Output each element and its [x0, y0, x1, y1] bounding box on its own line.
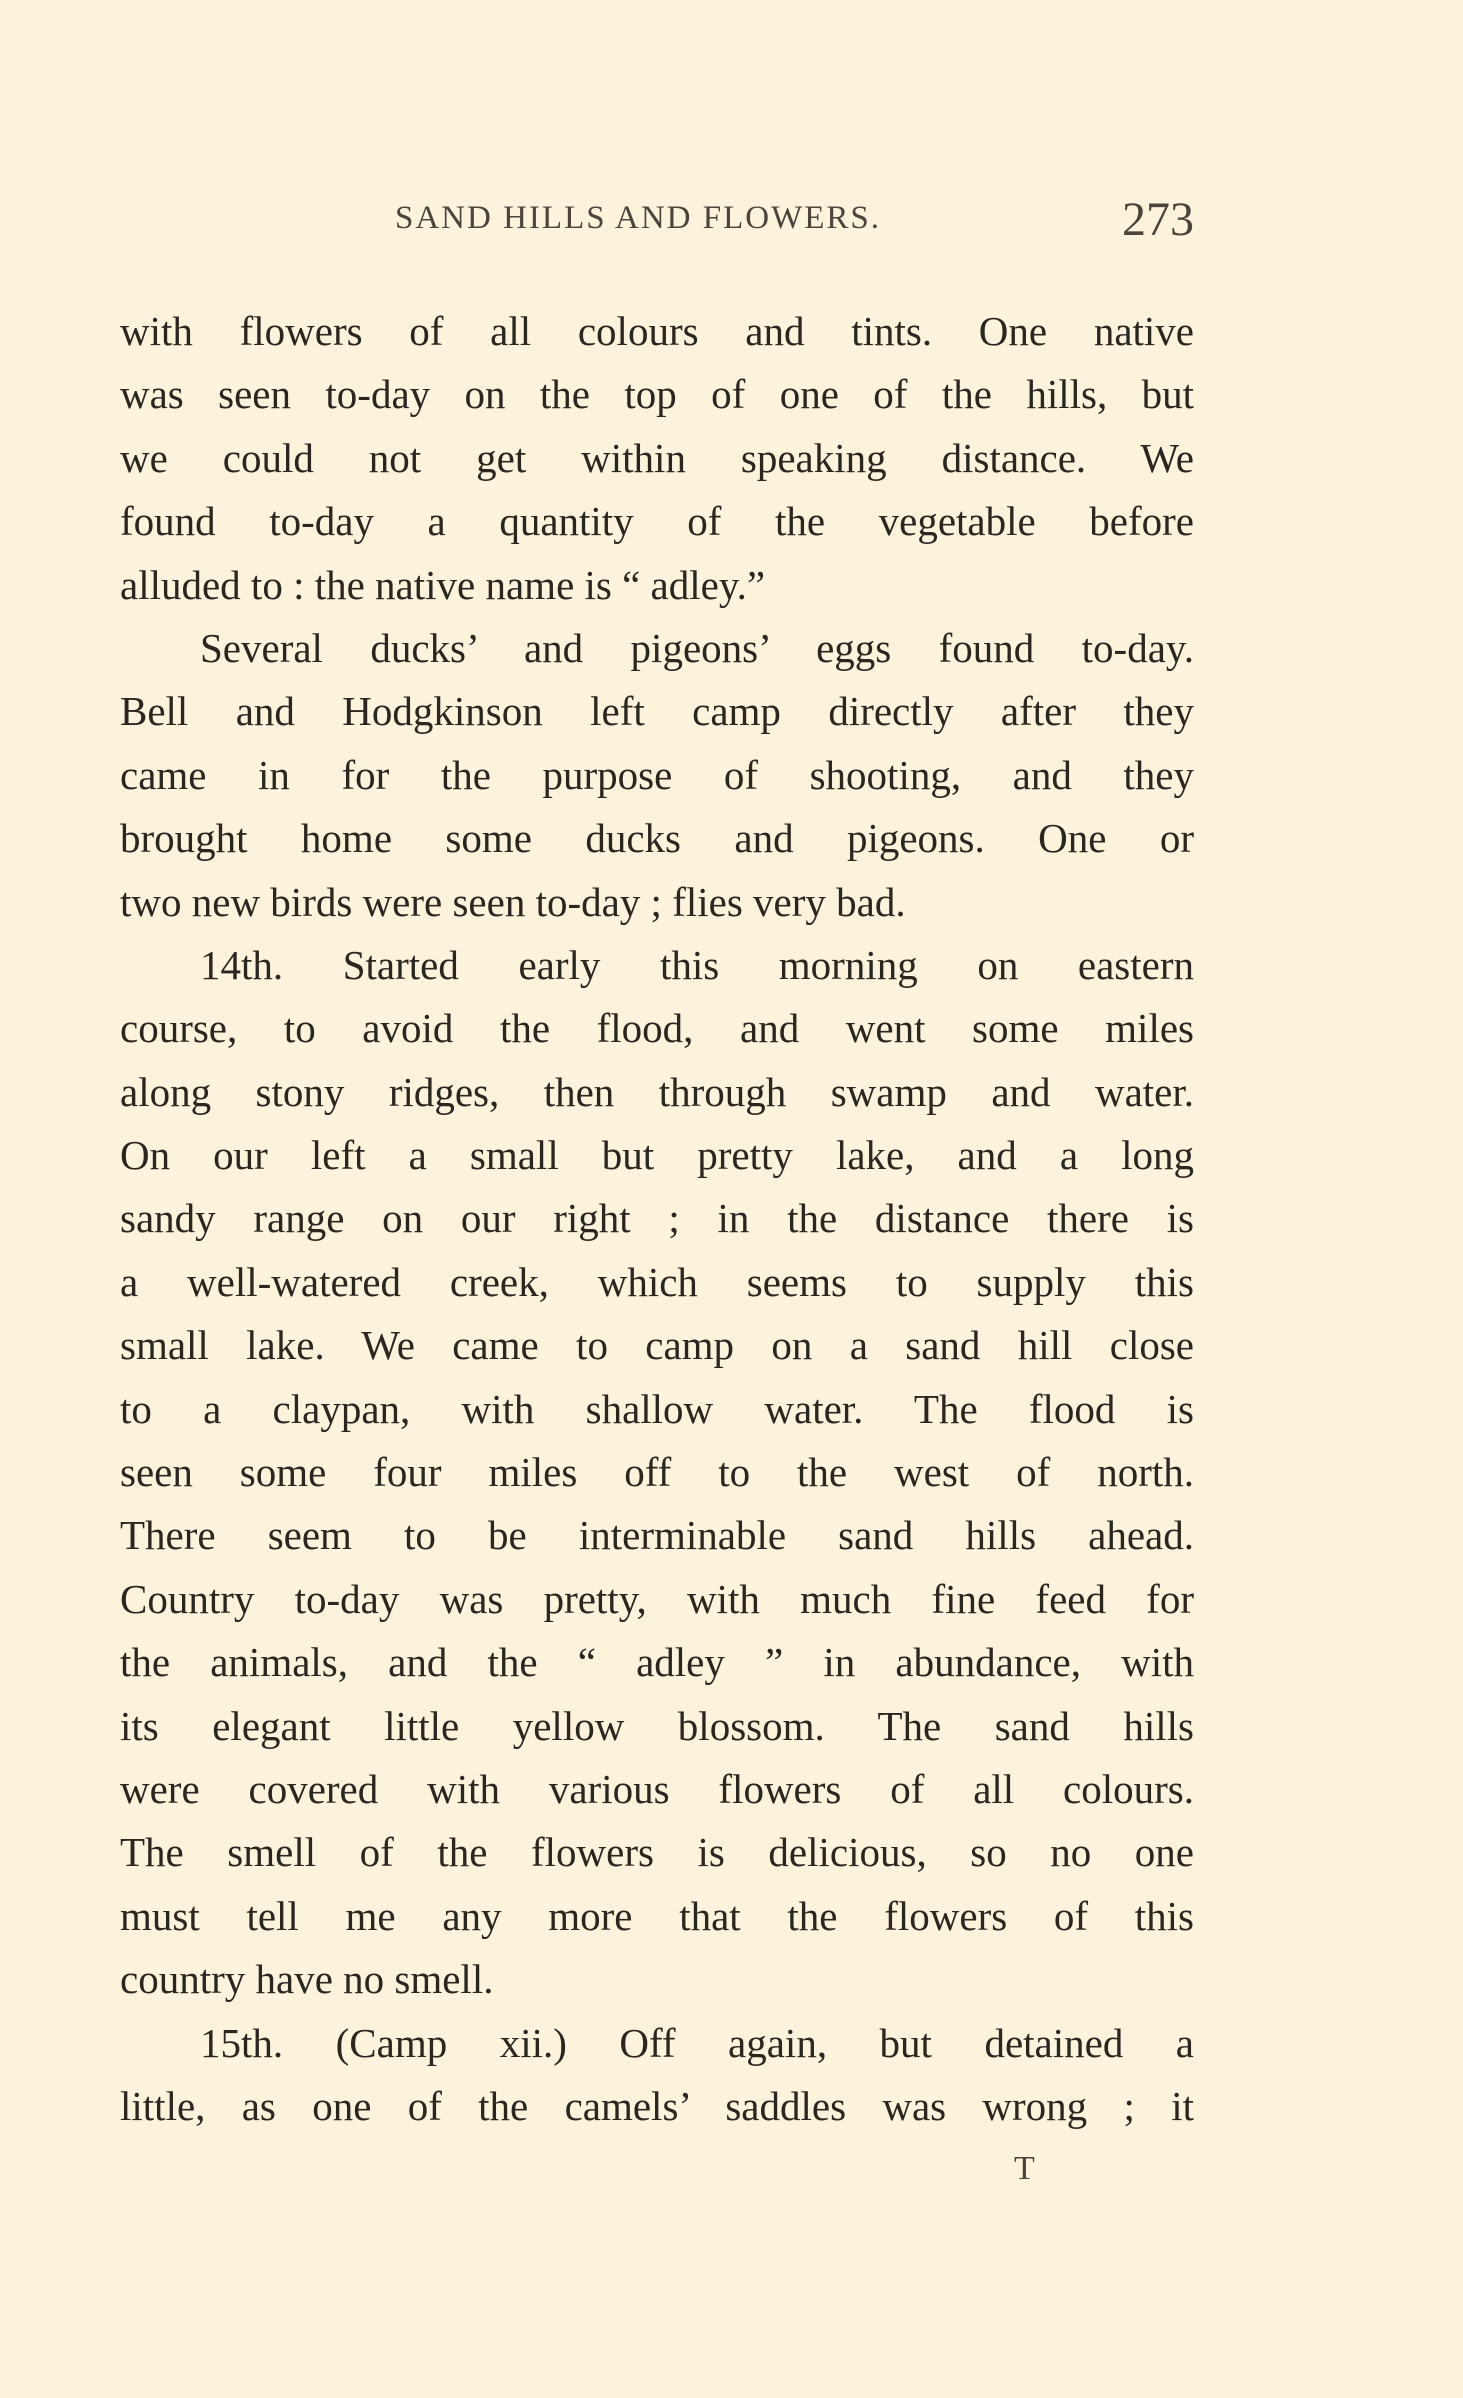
text-line: two new birds were seen to-day ; flies very bad. [120, 878, 906, 925]
text-line: On our left a small but pretty lake, and a long [120, 1132, 1194, 1179]
text-line: Bell and Hodgkinson left camp directly after they [120, 688, 1194, 735]
text-line: a well-watered creek, which seems to supply this [120, 1258, 1194, 1305]
text-line: seen some four miles off to the west of north. [120, 1449, 1194, 1496]
text-line: sandy range on our right ; in the distance there is [120, 1195, 1194, 1242]
text-line: were covered with various flowers of all colours. [120, 1765, 1194, 1812]
text-line: alluded to : the native name is “ adley.” [120, 561, 766, 608]
text-line: 15th. (Camp xii.) Off again, but detained a [200, 2019, 1194, 2066]
text-line: we could not get within speaking distance. We [120, 434, 1194, 481]
text-line: small lake. We came to camp on a sand hill close [120, 1322, 1194, 1369]
text-line: country have no smell. [120, 1956, 494, 2003]
text-line: came in for the purpose of shooting, and they [120, 751, 1194, 798]
text-line: its elegant little yellow blossom. The sand hills [120, 1702, 1194, 1749]
text-line: 14th. Started early this morning on eastern [200, 941, 1194, 988]
text-line: the animals, and the “ adley ” in abundance, with [120, 1639, 1194, 1686]
text-line: with flowers of all colours and tints. One native [120, 308, 1194, 354]
text-line: must tell me any more that the flowers of this [120, 1892, 1194, 1939]
text-line: course, to avoid the flood, and went some miles [120, 1005, 1194, 1052]
text-line: was seen to-day on the top of one of the hills, but [120, 371, 1194, 418]
signature-mark: T [1014, 2150, 1035, 2187]
text-line: found to-day a quantity of the vegetable before [120, 498, 1194, 545]
text-line: There seem to be interminable sand hills ahead. [120, 1512, 1194, 1559]
running-head [120, 192, 1194, 252]
text-line: along stony ridges, then through swamp and water. [120, 1068, 1194, 1115]
text-line: Country to-day was pretty, with much fine feed for [120, 1575, 1194, 1622]
text-line: The smell of the flowers is delicious, so no one [120, 1829, 1194, 1876]
body-text [120, 300, 1194, 2138]
text-line: little, as one of the camels’ saddles was wrong ; it [120, 2082, 1194, 2129]
text-line: to a claypan, with shallow water. The flood is [120, 1385, 1194, 1432]
text-line: Several ducks’ and pigeons’ eggs found to-day. [200, 624, 1194, 671]
text-line: brought home some ducks and pigeons. One or [120, 815, 1194, 862]
page-number: 273 [1122, 193, 1194, 246]
running-title: SAND HILLS AND FLOWERS. [395, 200, 882, 236]
